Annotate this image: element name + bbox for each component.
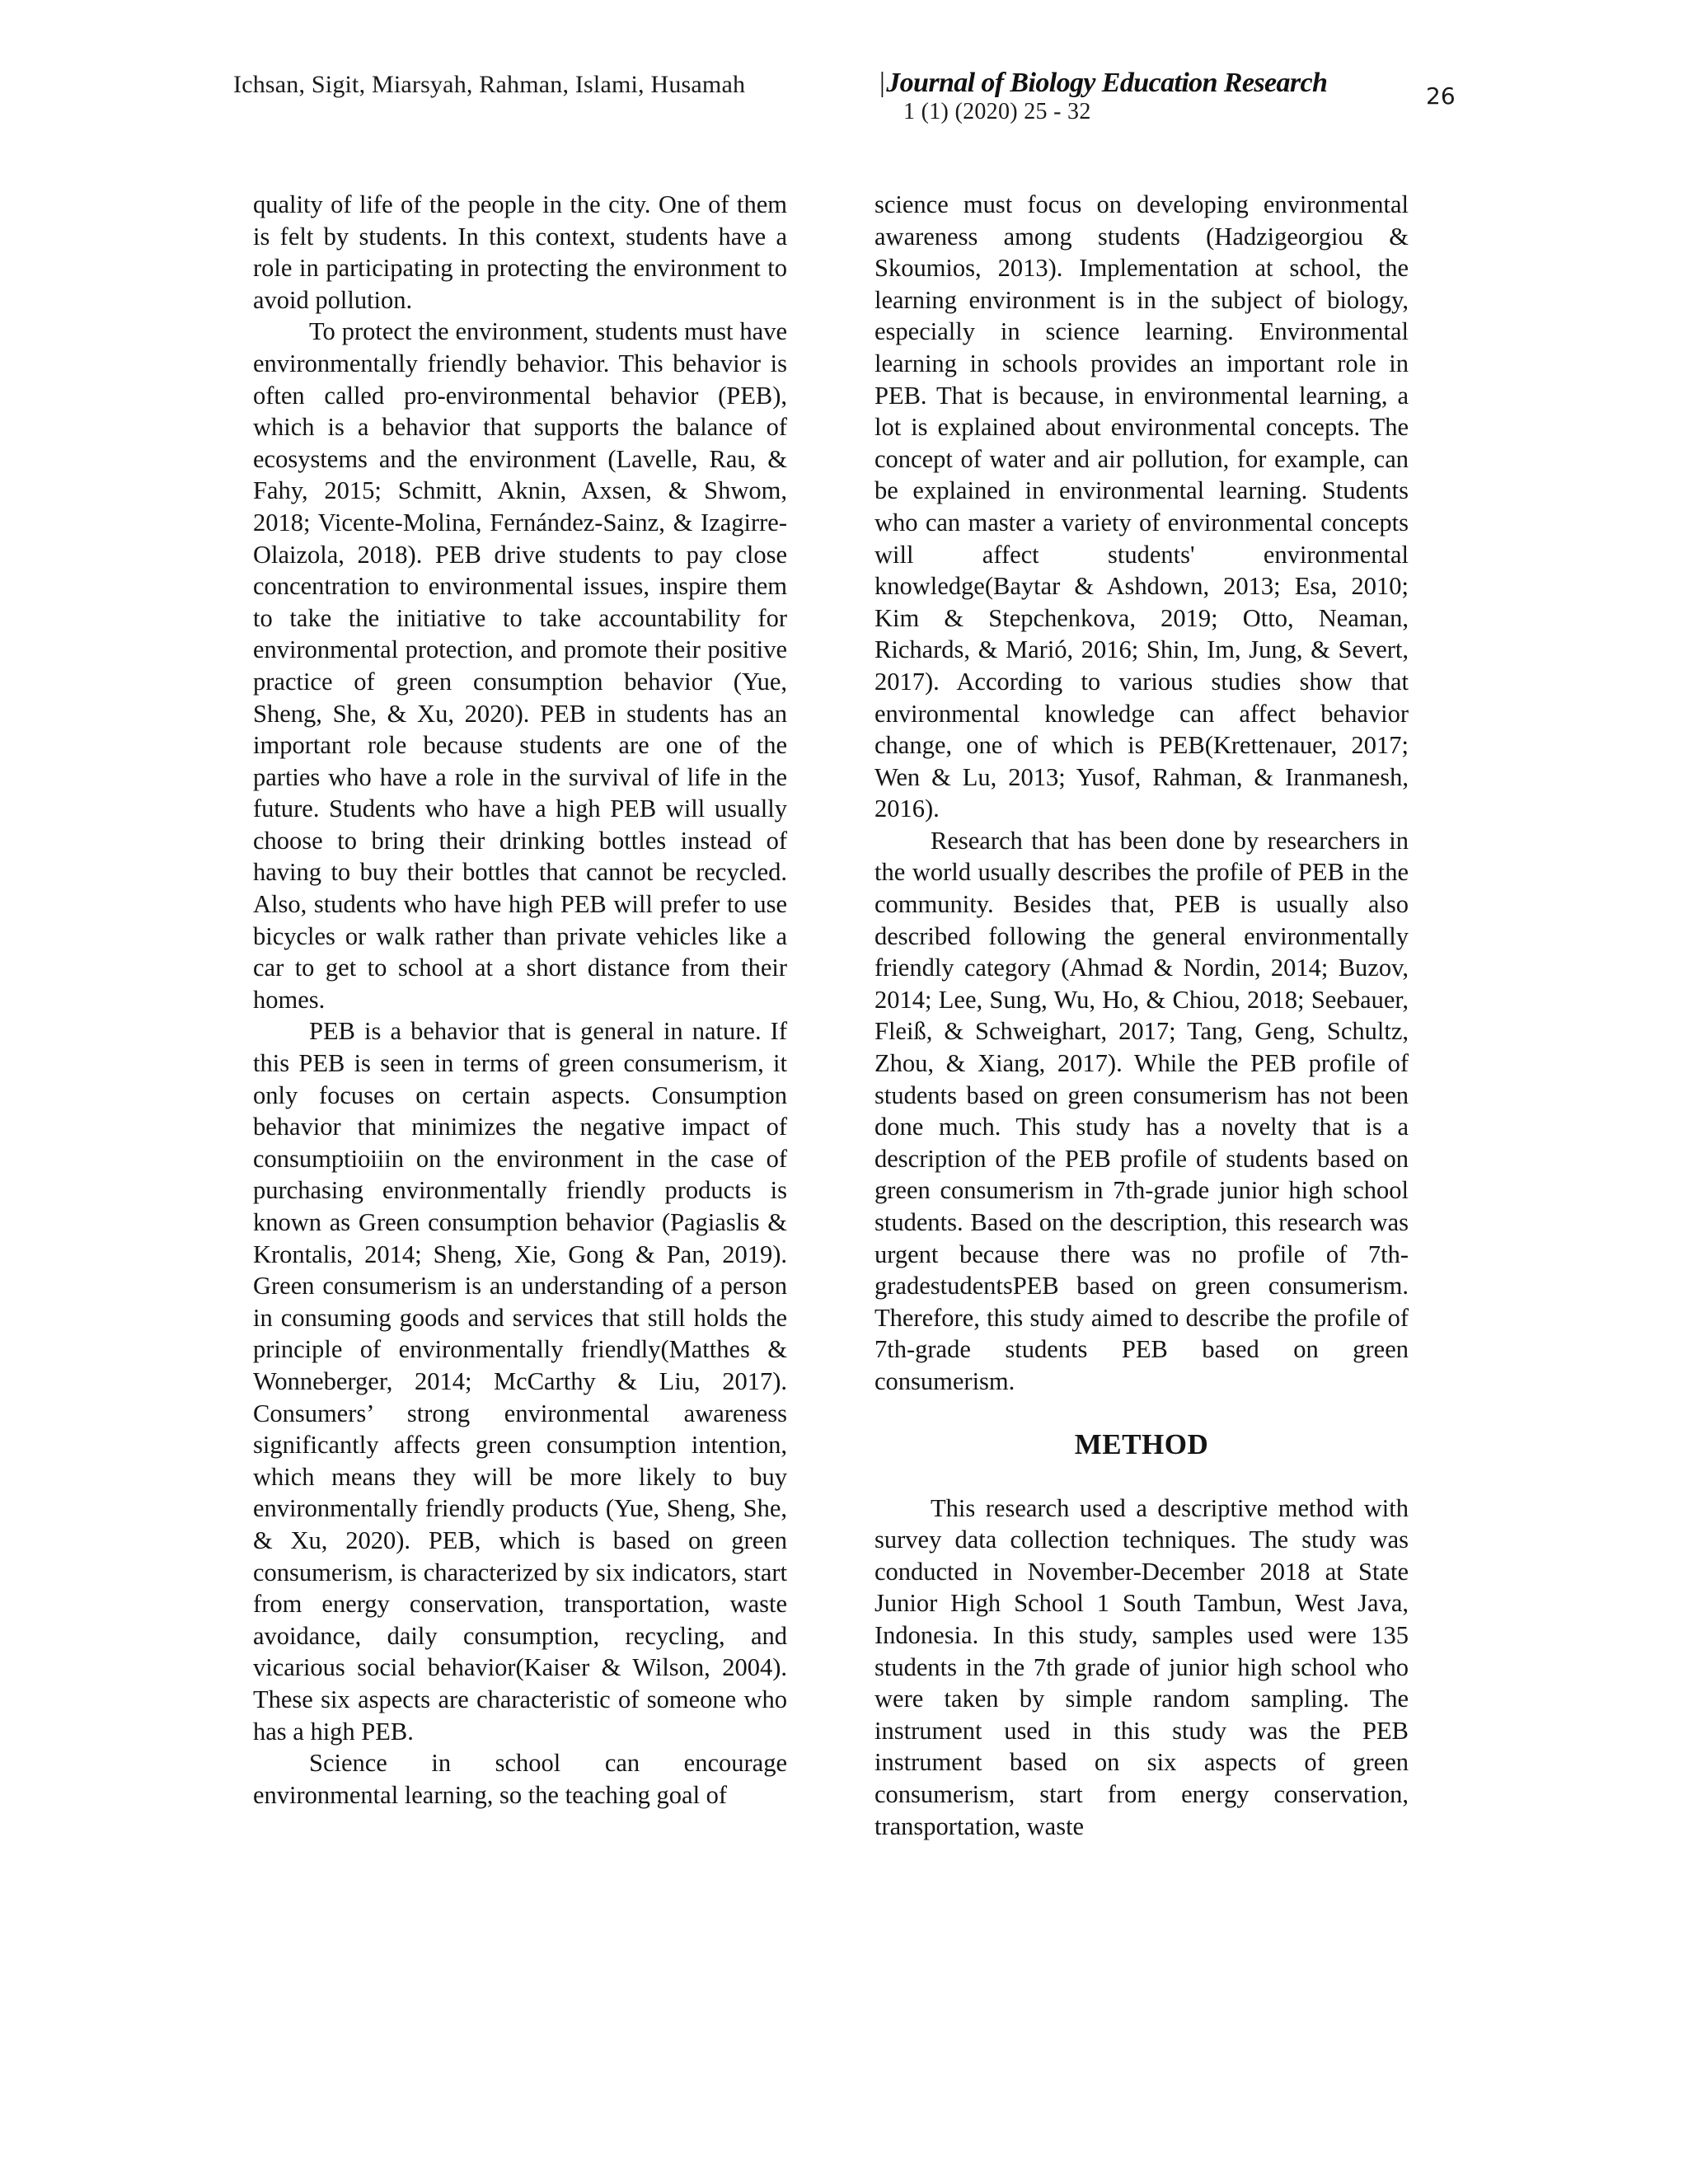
header-separator: | xyxy=(879,68,885,98)
left-paragraph-4: Science in school can encourage environmental learning, so the teaching goal of xyxy=(253,1749,787,1809)
right-column xyxy=(874,189,1409,1842)
page-number: 26 xyxy=(1426,82,1456,110)
method-heading: METHOD xyxy=(1074,1427,1209,1460)
left-paragraph-1: quality of life of the people in the city. One of them is felt by students. In this context, students have a role in participating in protecting the environment to avoid pollution. xyxy=(253,190,787,314)
left-paragraph-2: To protect the environment, students must have environmentally friendly behavior. This behavior is often called pro-environmental behavior (PEB), which is a behavior that supports the balance of ecosystems and the environment (Lavelle, Rau, & Fahy, 2015; Schmitt, Aknin, Axsen, & Shwom, 2018; Vicente-Molina, Fernández-Sainz, & Izagirre-Olaizola, 2018). PEB drive students to pay close concentration to environmental issues, inspire them to take the initiative to take accountability for environmental protection, and promote their positive practice of green consumption behavior (Yue, Sheng, She, & Xu, 2020). PEB in students has an important role because students are one of the parties who have a role in the survival of life in the future. Students who have a high PEB will usually choose to bring their drinking bottles instead of having to buy their bottles that cannot be recycled. Also, students who have high PEB will prefer to use bicycles or walk rather than private vehicles like a car to get to school at a short distance from their homes. xyxy=(253,317,787,1014)
header-issue: 1 (1) (2020) 25 - 32 xyxy=(903,99,1091,124)
header-authors: Ichsan, Sigit, Miarsyah, Rahman, Islami, Husamah xyxy=(233,71,746,98)
right-paragraph-2: Research that has been done by researchers in the world usually describes the profile of PEB in the community. Besides that, PEB is usually also described following the general environmentally friendly category (Ahmad & Nordin, 2014; Buzov, 2014; Lee, Sung, Wu, Ho, & Chiou, 2018; Seebauer, Fleiß, & Schweighart, 2017; Tang, Geng, Schultz, Zhou, & Xiang, 2017). While the PEB profile of students based on green consumerism has not been done much. This study has a novelty that is a description of the PEB profile of students based on green consumerism in 7th-grade junior high school students. Based on the description, this research was urgent because there was no profile of 7th-gradestudentsPEB based on green consumerism. Therefore, this study aimed to describe the profile of 7th-grade students PEB based on green consumerism. xyxy=(874,826,1409,1395)
right-paragraph-3: This research used a descriptive method with survey data collection techniques. The study was conducted in November-December 2018 at State Junior High School 1 South Tambun, West Java, Indonesia. In this study, samples used were 135 students in the 7th grade of junior high school who were taken by simple random sampling. The instrument used in this study was the PEB instrument based on six aspects of green consumerism, start from energy conservation, transportation, waste xyxy=(874,1493,1409,1840)
header-journal-title xyxy=(879,68,1327,99)
right-paragraph-1: science must focus on developing environmental awareness among students (Hadzigeorgiou & Skoumios, 2013). Implementation at school, the learning environment is in the subject of biology, especially in science learning. Environmental learning in schools provides an important role in PEB. That is because, in environmental learning, a lot is explained about environmental concepts. The concept of water and air pollution, for example, can be explained in environmental learning. Students who can master a variety of environmental concepts will affect students' environmental knowledge(Baytar & Ashdown, 2013; Esa, 2010; Kim & Stepchenkova, 2019; Otto, Neaman, Richards, & Marió, 2016; Shin, Im, Jung, & Severt, 2017). According to various studies show that environmental knowledge can affect behavior change, one of which is PEB(Krettenauer, 2017; Wen & Lu, 2013; Yusof, Rahman, & Iranmanesh, 2016). xyxy=(874,190,1409,823)
left-paragraph-3: PEB is a behavior that is general in nature. If this PEB is seen in terms of green consumerism, it only focuses on certain aspects. Consumption behavior that minimizes the negative impact of consumptioiiin on the environment in the case of purchasing environmentally friendly products is known as Green consumption behavior (Pagiaslis & Krontalis, 2014; Sheng, Xie, Gong & Pan, 2019). Green consumerism is an understanding of a person in consuming goods and services that still holds the principle of environmentally friendly(Matthes & Wonneberger, 2014; McCarthy & Liu, 2017). Consumers’ strong environmental awareness significantly affects green consumption intention, which means they will be more likely to buy environmentally friendly products (Yue, Sheng, She, & Xu, 2020). PEB, which is based on green consumerism, is characterized by six indicators, start from energy conservation, transportation, waste avoidance, daily consumption, recycling, and vicarious social behavior(Kaiser & Wilson, 2004). These six aspects are characteristic of someone who has a high PEB. xyxy=(253,1017,787,1746)
left-column xyxy=(253,189,787,1811)
journal-name: Journal of Biology Education Research xyxy=(886,68,1328,98)
